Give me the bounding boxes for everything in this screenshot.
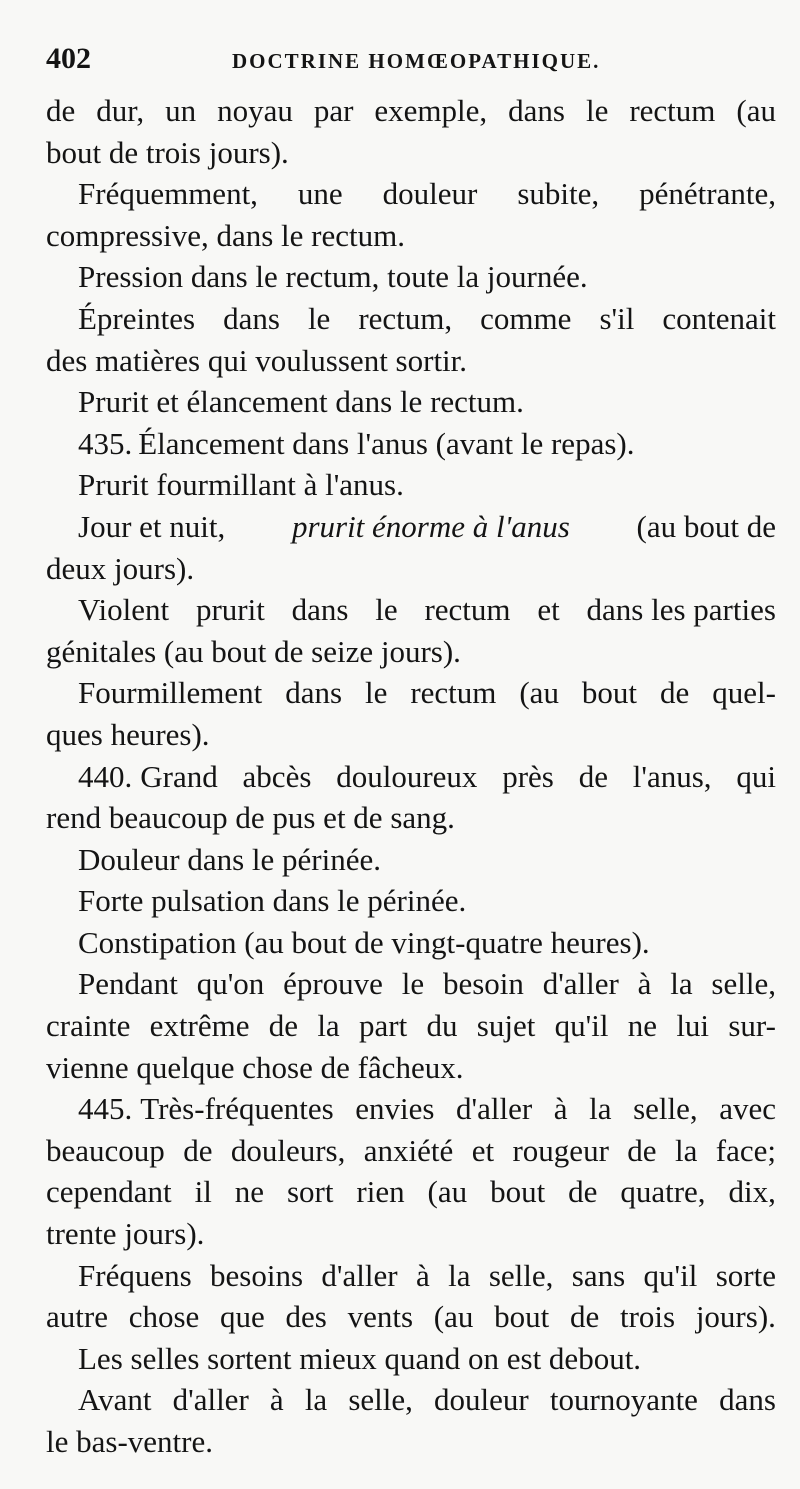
- text-line: [46, 589, 776, 631]
- text-line: [46, 1255, 776, 1297]
- word: la: [674, 1132, 698, 1168]
- entry-number: 435.: [78, 425, 133, 461]
- word: rectum: [629, 93, 716, 128]
- text-line: compressive, dans le rectum.: [46, 217, 405, 253]
- word: face;: [715, 1132, 776, 1168]
- line-text: (au bout de: [636, 508, 776, 544]
- page-header: [46, 42, 754, 82]
- word: rien: [356, 1174, 405, 1210]
- word: dans: [508, 93, 565, 128]
- word: et: [537, 592, 560, 628]
- page-body: [46, 90, 776, 1463]
- text-line: [46, 1379, 776, 1421]
- entry-number: 440.: [78, 758, 133, 794]
- word: Très-fréquentes: [140, 1091, 334, 1127]
- word: de: [46, 93, 76, 128]
- word: douloureux: [336, 758, 478, 794]
- word: envies: [355, 1091, 435, 1127]
- word: noyau: [217, 93, 293, 128]
- word: trois: [619, 1299, 676, 1335]
- text-line: génitales (au bout de seize jours).: [46, 633, 461, 669]
- word: un: [165, 93, 197, 128]
- word: Fourmillement: [78, 675, 263, 711]
- word: qu'on: [196, 966, 265, 1002]
- text-line: Les selles sortent mieux quand on est debout.: [78, 1340, 642, 1376]
- text-line: Douleur dans le périnée.: [78, 841, 381, 877]
- word: de: [183, 1132, 213, 1168]
- word: Pendant: [78, 966, 178, 1002]
- text-line: vienne quelque chose de fâcheux.: [46, 1049, 464, 1085]
- word: abcès: [242, 758, 312, 794]
- word: le: [307, 300, 331, 336]
- text-line: rend beaucoup de pus et de sang.: [46, 800, 455, 836]
- word: la: [304, 1382, 328, 1418]
- word: dans les parties: [586, 592, 776, 628]
- word: douleurs,: [230, 1132, 346, 1168]
- word: subite,: [517, 176, 600, 212]
- word: sujet: [476, 1008, 536, 1044]
- word: s'il: [599, 300, 635, 336]
- word: bout: [581, 675, 638, 711]
- word: Grand: [140, 758, 218, 794]
- text-line: Pression dans le rectum, toute la journée.: [78, 259, 588, 295]
- word: selle,: [711, 966, 776, 1002]
- italic-text: prurit énorme à l'anus: [291, 508, 570, 544]
- word: des: [285, 1299, 327, 1335]
- word: à: [553, 1091, 568, 1127]
- word: d'aller: [321, 1257, 398, 1293]
- word: l'anus,: [632, 758, 712, 794]
- word: avec: [719, 1091, 776, 1127]
- word: la: [589, 1091, 612, 1127]
- word: autre: [46, 1299, 108, 1335]
- word: anxiété: [363, 1132, 454, 1168]
- word: dix,: [728, 1174, 776, 1210]
- word: vents: [347, 1299, 414, 1335]
- text-line: [46, 1130, 776, 1172]
- word: une: [297, 176, 343, 212]
- word: ne: [234, 1174, 265, 1210]
- word: il: [194, 1174, 212, 1210]
- text-line: ques heures).: [46, 716, 210, 752]
- word: Violent: [78, 592, 170, 628]
- word: besoin: [442, 966, 524, 1002]
- word: la: [670, 966, 693, 1002]
- word: (au: [519, 675, 559, 711]
- word: sans: [571, 1257, 626, 1293]
- word: jours).: [695, 1299, 776, 1335]
- justified-words: [140, 1088, 776, 1130]
- word: exemple,: [374, 93, 488, 128]
- word: besoins: [210, 1257, 304, 1293]
- word: beaucoup: [46, 1132, 165, 1168]
- numbered-line: [46, 1088, 776, 1130]
- running-title: DOCTRINE HOMŒOPATHIQUE.: [232, 49, 601, 73]
- word: chose: [128, 1299, 200, 1335]
- word: près: [502, 758, 554, 794]
- word: du: [426, 1008, 458, 1044]
- entry-number: 445.: [78, 1091, 133, 1127]
- word: par: [313, 93, 354, 128]
- word: (au: [433, 1299, 474, 1335]
- word: selle,: [633, 1091, 698, 1127]
- numbered-line: [46, 756, 776, 798]
- word: d'aller: [456, 1091, 533, 1127]
- word: le: [585, 93, 609, 128]
- text-line: [46, 173, 776, 215]
- text-line: [46, 1171, 776, 1213]
- word: ne: [627, 1008, 658, 1044]
- word: à: [269, 1382, 284, 1418]
- word: cependant: [46, 1174, 172, 1210]
- word: dans: [285, 675, 343, 711]
- word: Avant: [78, 1382, 152, 1418]
- word: bout: [494, 1299, 550, 1335]
- word: que: [220, 1299, 265, 1335]
- word: rectum: [424, 592, 511, 628]
- word: dans: [291, 592, 349, 628]
- word: de: [268, 1008, 299, 1044]
- word: selle,: [348, 1382, 413, 1418]
- text-line: [46, 963, 776, 1005]
- line-text: Jour et nuit,: [78, 508, 226, 544]
- word: (au: [427, 1174, 468, 1210]
- word: sur-: [728, 1008, 776, 1044]
- word: dans: [719, 1382, 776, 1418]
- word: rougeur: [512, 1132, 609, 1168]
- word: d'aller: [172, 1382, 249, 1418]
- text-line: [46, 672, 776, 714]
- text-line: [46, 298, 776, 340]
- word: éprouve: [283, 966, 383, 1002]
- word: la: [448, 1257, 471, 1293]
- text-line: [46, 1296, 776, 1338]
- word: de: [569, 1299, 600, 1335]
- word: le: [401, 966, 425, 1002]
- word: d'aller: [542, 966, 619, 1002]
- page-number: 402: [46, 42, 91, 75]
- word: quel-: [712, 675, 776, 711]
- word: de: [578, 758, 608, 794]
- word: le: [375, 592, 398, 628]
- word: pénétrante,: [639, 176, 776, 212]
- justified-words: [140, 756, 776, 798]
- word: part: [358, 1008, 408, 1044]
- word: qu'il: [643, 1257, 698, 1293]
- text-line: trente jours).: [46, 1216, 205, 1252]
- word: extrême: [149, 1008, 250, 1044]
- word: de: [568, 1174, 598, 1210]
- word: sorte: [715, 1257, 776, 1293]
- word: à: [637, 966, 652, 1002]
- text-line: des matières qui voulussent sortir.: [46, 342, 468, 378]
- text-line: [46, 1005, 776, 1047]
- word: le: [365, 675, 388, 711]
- line-text: Élancement dans l'anus (avant le repas).: [138, 425, 635, 461]
- word: douleur: [434, 1382, 529, 1418]
- word: Fréquens: [78, 1257, 192, 1293]
- word: quatre,: [620, 1174, 706, 1210]
- text-line: Prurit et élancement dans le rectum.: [78, 384, 524, 420]
- numbered-line: [46, 423, 776, 465]
- word: sort: [286, 1174, 334, 1210]
- word: bout: [490, 1174, 546, 1210]
- word: tournoyante: [549, 1382, 698, 1418]
- word: et: [471, 1132, 495, 1168]
- text-line: Forte pulsation dans le périnée.: [78, 883, 467, 919]
- text-line: [46, 90, 776, 132]
- word: dans: [223, 300, 280, 336]
- word: Épreintes: [78, 300, 196, 336]
- text-line: bout de trois jours).: [46, 134, 289, 170]
- word: de: [659, 675, 690, 711]
- word: dur,: [96, 93, 145, 128]
- word: à: [415, 1257, 430, 1293]
- word: lui: [676, 1008, 710, 1044]
- word: qu'il: [554, 1008, 609, 1044]
- word: contenait: [662, 300, 776, 336]
- text-line: Constipation (au bout de vingt-quatre heures).: [78, 924, 650, 960]
- word: douleur: [382, 176, 478, 212]
- word: selle,: [488, 1257, 554, 1293]
- word: (au: [736, 93, 776, 128]
- word: comme: [480, 300, 572, 336]
- word: rectum: [410, 675, 497, 711]
- text-line: [46, 506, 776, 548]
- word: prurit: [195, 592, 265, 628]
- word: la: [317, 1008, 340, 1044]
- word: crainte: [46, 1008, 131, 1044]
- word: Fréquemment,: [78, 176, 258, 212]
- word: de: [627, 1132, 657, 1168]
- text-line: deux jours).: [46, 550, 195, 586]
- text-line: le bas-ventre.: [46, 1424, 213, 1459]
- word: rectum,: [358, 300, 453, 336]
- text-line: Prurit fourmillant à l'anus.: [78, 467, 404, 503]
- word: qui: [736, 758, 776, 794]
